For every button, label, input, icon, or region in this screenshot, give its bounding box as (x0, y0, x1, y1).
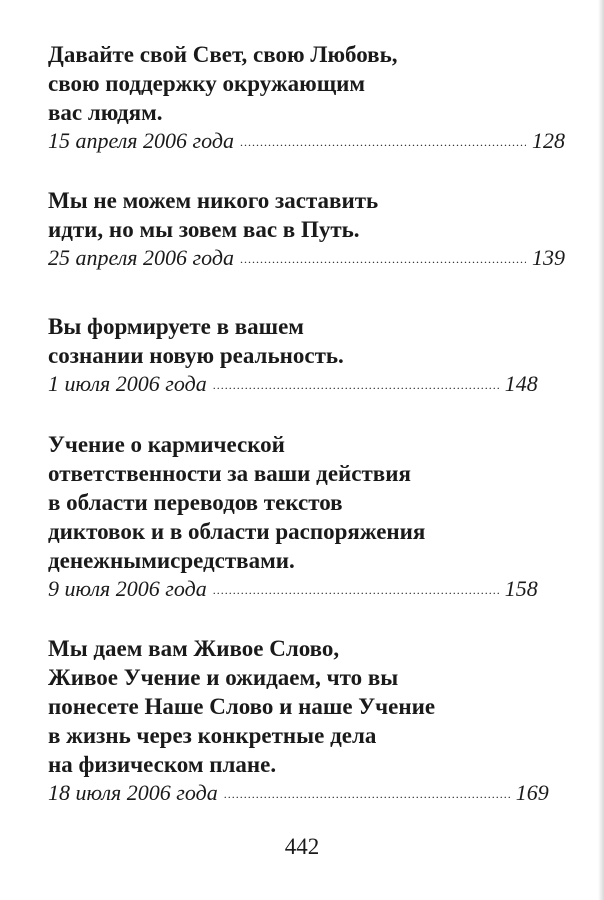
dot-leader (213, 573, 499, 604)
entry-reference-line (48, 244, 565, 275)
entry-reference-line (48, 127, 565, 158)
entry-title-line: ответственности за ваши действия (48, 461, 411, 486)
entry-reference-line (48, 575, 538, 606)
entry-title-line: Мы не можем никого заставить (48, 188, 379, 213)
entry-date: 25 апреля 2006 года (48, 245, 234, 270)
toc-entry (48, 40, 565, 158)
entry-title (48, 312, 538, 370)
entry-date: 1 июля 2006 года (48, 371, 207, 396)
page-number: 442 (284, 834, 320, 859)
entry-page-number: 148 (504, 371, 538, 396)
dot-leader (240, 242, 526, 273)
entry-reference-line (48, 370, 538, 401)
entry-date: 9 июля 2006 года (48, 576, 207, 601)
page-edge-shadow (598, 0, 604, 900)
entry-title-line: Давайте свой Свет, свою Любовь, (48, 42, 398, 67)
entry-title (48, 634, 549, 779)
entry-page-number: 169 (515, 780, 549, 805)
entry-date: 18 июля 2006 года (48, 780, 218, 805)
entry-title-line: свою поддержку окружающим (48, 71, 366, 96)
entry-title (48, 430, 538, 575)
entry-page-number: 158 (504, 576, 538, 601)
entry-date: 15 апреля 2006 года (48, 128, 234, 153)
entry-title-line: идти, но мы зовем вас в Путь. (48, 217, 360, 242)
toc-entry (48, 430, 538, 606)
entry-title-line: Живое Учение и ожидаем, что вы (48, 665, 399, 690)
dot-leader (224, 777, 510, 808)
entry-title (48, 40, 565, 127)
dot-leader (213, 368, 499, 399)
entry-title-line: в области переводов текстов (48, 490, 343, 515)
entry-title (48, 186, 565, 244)
entry-page-number: 128 (531, 128, 565, 153)
entry-title-line: на физическом плане. (48, 752, 277, 777)
entry-title-line: денежнымисредствами. (48, 548, 295, 573)
entry-title-line: Учение о кармической (48, 432, 285, 457)
entry-title-line: в жизнь через конкретные дела (48, 723, 377, 748)
toc-entry (48, 312, 538, 401)
dot-leader (240, 125, 526, 156)
toc-entry (48, 186, 565, 275)
entry-title-line: диктовок и в области распоряжения (48, 519, 426, 544)
toc-entry (48, 634, 549, 810)
entry-title-line: Вы формируете в вашем (48, 314, 304, 339)
entry-title-line: сознании новую реальность. (48, 343, 344, 368)
entry-title-line: Мы даем вам Живое Слово, (48, 636, 340, 661)
entry-title-line: вас людям. (48, 100, 163, 125)
entry-page-number: 139 (531, 245, 565, 270)
entry-title-line: понесете Наше Слово и наше Учение (48, 694, 436, 719)
entry-reference-line (48, 779, 549, 810)
